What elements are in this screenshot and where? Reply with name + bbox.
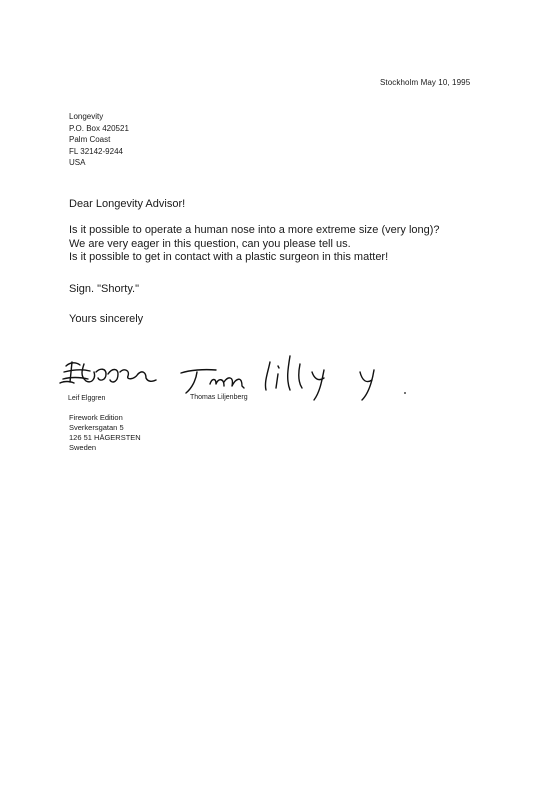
signature-leif-elggren — [60, 362, 156, 383]
recipient-line: Longevity — [69, 112, 104, 121]
sender-line: Firework Edition — [69, 413, 123, 422]
ink-dot — [404, 392, 406, 394]
closing: Yours sincerely — [69, 313, 144, 325]
recipient-address — [69, 111, 129, 169]
sign-line: Sign. "Shorty." — [69, 283, 139, 295]
salutation: Dear Longevity Advisor! — [69, 198, 186, 210]
sender-line: Sverkersgatan 5 — [69, 423, 124, 432]
letter-body — [69, 224, 440, 265]
signer-name-2: Thomas Liljenberg — [190, 394, 248, 401]
recipient-line: P.O. Box 420521 — [69, 123, 129, 133]
sender-line: Sweden — [69, 443, 97, 452]
signer-name-1: Leif Elggren — [68, 395, 106, 402]
recipient-line: Palm Coast — [69, 135, 111, 144]
sender-address — [69, 413, 141, 453]
body-line: Is it possible to get in contact with a plastic surgeon in this matter! — [69, 251, 389, 263]
body-line: We are very eager in this question, can you please tell us. — [69, 237, 351, 250]
recipient-line: FL 32142-9244 — [69, 146, 123, 156]
sender-line: 126 51 HÄGERSTEN — [69, 433, 141, 442]
recipient-line: USA — [69, 158, 86, 167]
body-line: Is it possible to operate a human nose into a more extreme size (very long)? — [69, 224, 440, 236]
letter-date: Stockholm May 10, 1995 — [380, 78, 471, 87]
